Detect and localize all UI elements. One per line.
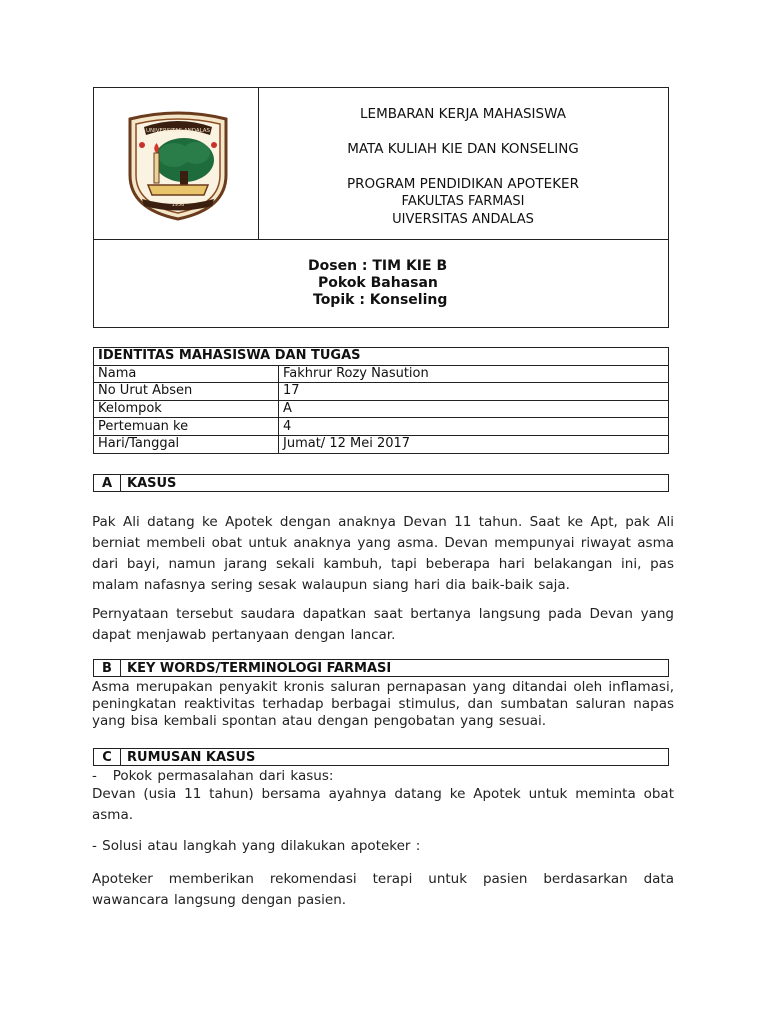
table-row (94, 400, 669, 418)
section-c-header (93, 748, 669, 766)
row-value: Fakhrur Rozy Nasution (279, 365, 669, 383)
table-row (94, 383, 669, 401)
row-value: Jumat/ 12 Mei 2017 (279, 435, 669, 453)
header-divider-horizontal (93, 239, 669, 240)
university-logo (122, 105, 234, 223)
row-value: A (279, 400, 669, 418)
dosen-line: Dosen : TIM KIE B (308, 258, 448, 274)
case-statement-paragraph: Pernyataan tersebut saudara dapatkan saat bertanya langsung pada Devan yang dapat menjawab pertanyaan dengan lancar. (92, 606, 674, 643)
course-title: MATA KULIAH KIE DAN KONSELING (347, 141, 579, 157)
svg-text:UNIVERSITAS ANDALAS: UNIVERSITAS ANDALAS (145, 128, 211, 134)
identity-table (93, 347, 669, 454)
identity-title: IDENTITAS MAHASISWA DAN TUGAS (94, 348, 669, 366)
row-label: Hari/Tanggal (94, 435, 279, 453)
case-paragraph: Pak Ali datang ke Apotek dengan anaknya Devan 11 tahun. Saat ke Apt, pak Ali berniat membeli obat untuk anaknya yang asma. Devan mempunyai riwayat asma dari bayi, namun jarang sekali kambuh, tapi beberapa hari belakangan ini, pas malam nafasnya sering sesak walaupun siang hari dia baik-baik saja. (92, 514, 674, 593)
doc-title: LEMBARAN KERJA MAHASISWA (360, 106, 566, 122)
section-label: RUMUSAN KASUS (127, 750, 256, 765)
table-header-row (94, 348, 669, 366)
section-label: KEY WORDS/TERMINOLOGI FARMASI (127, 661, 392, 676)
section-a-header (93, 474, 669, 492)
row-value: 4 (279, 418, 669, 436)
problem-bullet: - Pokok permasalahan dari kasus: (92, 768, 334, 784)
faculty-name: FAKULTAS FARMASI (401, 194, 525, 209)
row-label: No Urut Absen (94, 383, 279, 401)
row-label: Kelompok (94, 400, 279, 418)
solution-paragraph: Apoteker memberikan rekomendasi terapi untuk pasien berdasarkan data wawancara langsung dengan pasien. (92, 871, 674, 908)
pokok-bahasan: Pokok Bahasan (318, 275, 438, 291)
topik-line: Topik : Konseling (313, 292, 448, 308)
svg-text:1956: 1956 (171, 202, 185, 208)
problem-paragraph: Devan (usia 11 tahun) bersama ayahnya datang ke Apotek untuk meminta obat asma. (92, 786, 674, 823)
row-label: Pertemuan ke (94, 418, 279, 436)
row-label: Nama (94, 365, 279, 383)
section-b-header (93, 659, 669, 677)
keywords-paragraph: Asma merupakan penyakit kronis saluran pernapasan yang ditandai oleh inflamasi, peningkatan reaktivitas terhadap berbagai stimulus, dan sumbatan saluran napas yang bisa kembali spontan atau dengan pengobatan yang sesuai. (92, 679, 674, 729)
university-name: UIVERSITAS ANDALAS (392, 212, 534, 227)
section-letter: C (94, 749, 121, 765)
table-row (94, 418, 669, 436)
row-value: 17 (279, 383, 669, 401)
table-row (94, 435, 669, 453)
program-title: PROGRAM PENDIDIKAN APOTEKER (347, 176, 579, 192)
section-letter: A (94, 475, 121, 491)
solution-heading: - Solusi atau langkah yang dilakukan apoteker : (92, 838, 421, 854)
section-label: KASUS (127, 476, 177, 491)
table-row (94, 365, 669, 383)
section-letter: B (94, 660, 121, 676)
